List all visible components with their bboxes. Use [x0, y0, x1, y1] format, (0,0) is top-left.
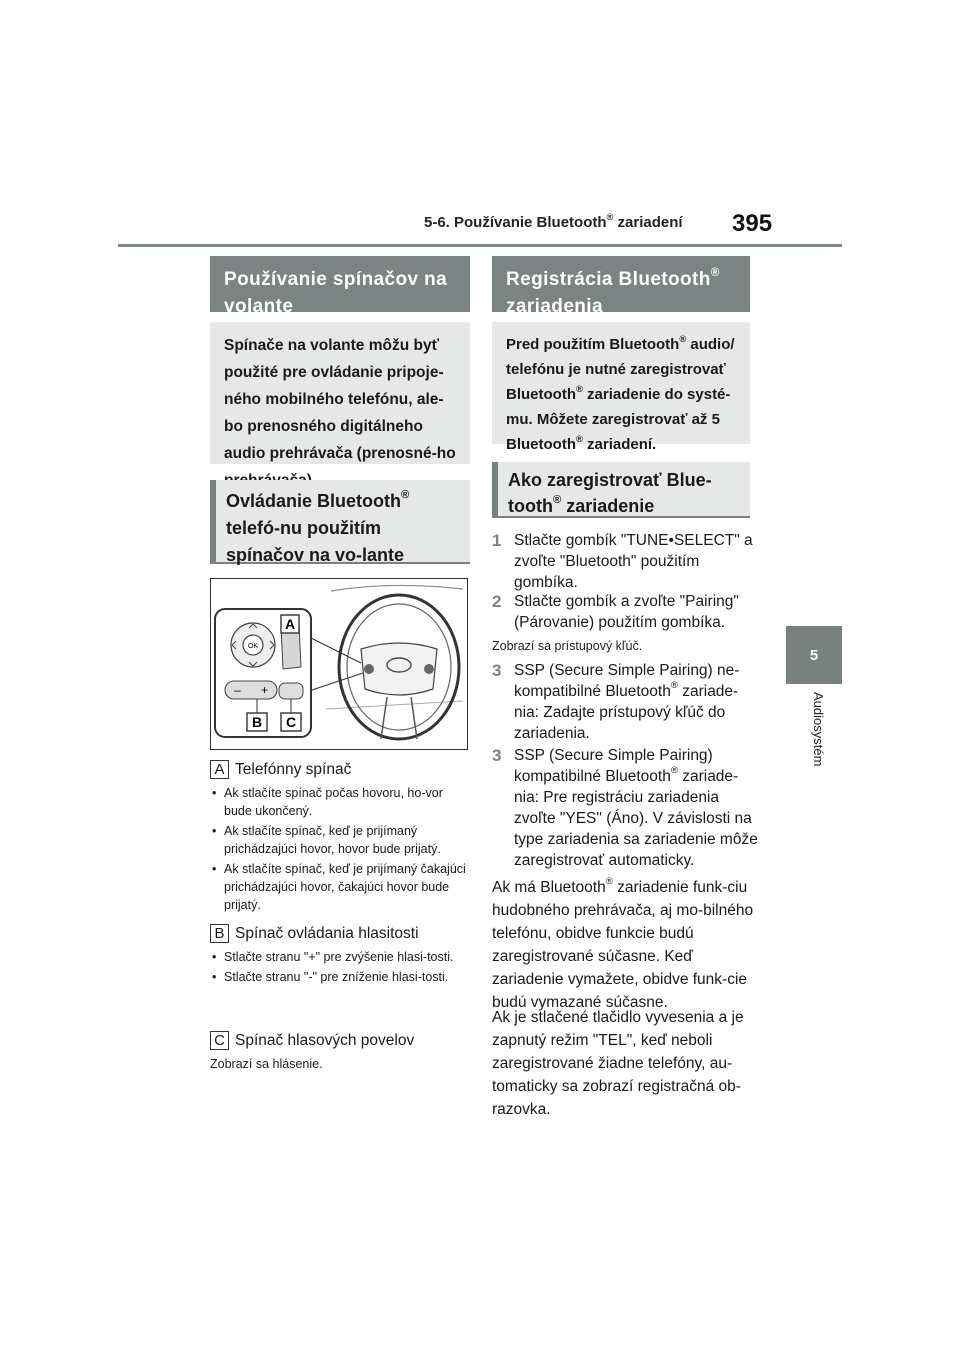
section-title	[424, 211, 683, 231]
registered-mark: ®	[401, 489, 410, 502]
info-paragraph-1	[492, 876, 754, 1014]
step-number: 2	[492, 592, 502, 611]
step-2	[492, 591, 758, 633]
header-divider	[118, 244, 842, 247]
item-c-heading	[210, 1031, 414, 1050]
paragraph-text: Ak má Bluetooth	[492, 879, 606, 896]
step-text-part: zariade-nia: Zadajte prístupový kľúč do zariadenia.	[514, 683, 739, 742]
list-item: • Stlačte stranu "-" pre zníženie hlasi-tosti.	[210, 968, 472, 986]
list-item: • Ak stlačíte spínač, keď je prijímaný čakajúci prichádzajúci hovor, čakajúci hovor bude prijatý.	[210, 860, 472, 914]
registered-mark: ®	[710, 265, 720, 279]
intro-text: Pred použitím Bluetooth	[506, 336, 680, 353]
step-text-part: zariade-nia: Pre registráciu zariadenia zvoľte "YES" (Áno). V závislosti na type zariadenia sa zariadenie môže zaregistrovať automaticky.	[514, 768, 758, 869]
intro-line	[506, 432, 736, 457]
intro-line	[506, 382, 736, 407]
registered-mark: ®	[670, 680, 678, 692]
step-text-part: SSP (Secure Simple Pairing) kompatibilné Bluetooth	[514, 747, 713, 785]
step-text: Stlačte gombík "TUNE•SELECT" a zvoľte "Bluetooth" použitím gombíka.	[514, 532, 753, 591]
step-3b	[492, 745, 758, 871]
right-intro-box	[492, 322, 750, 453]
chapter-tab: 5	[786, 626, 842, 684]
step-text	[514, 660, 758, 744]
registered-mark: ®	[552, 494, 562, 507]
paragraph-text: zariadenie funk-ciu hudobného prehrávača, aj mo-bilného telefónu, obidve funkcie budú zaregistrované súčasne. Keď zariadenie vymažete, obidve funk-cie budú vymazané súčasne.	[492, 879, 754, 1011]
left-subsection-title-suffix: telefó-nu použitím spínačov na vo-lante	[226, 518, 405, 565]
right-section-title-suffix: zariadenia	[506, 296, 603, 317]
figure-label-a: A	[284, 616, 296, 632]
intro-text: Bluetooth	[506, 386, 576, 403]
registered-mark: ®	[670, 765, 678, 777]
right-subsection-text: tooth	[508, 496, 553, 516]
page-number: 395	[732, 210, 773, 237]
intro-text: zariadenie do systé-	[582, 386, 731, 403]
step-2-note: Zobrazí sa prístupový kľúč.	[492, 639, 643, 653]
step-text	[514, 745, 758, 871]
svg-text:–: –	[234, 683, 241, 697]
registered-mark: ®	[575, 433, 583, 444]
svg-text:+: +	[261, 683, 269, 697]
right-subsection-text: zariadenie	[561, 496, 655, 516]
registered-mark: ®	[575, 383, 583, 394]
registered-mark: ®	[606, 211, 614, 222]
intro-text: Bluetooth	[506, 436, 576, 453]
step-3a	[492, 660, 758, 744]
item-a-heading	[210, 760, 351, 779]
registered-mark: ®	[605, 876, 613, 888]
right-subsection-line	[508, 496, 740, 516]
item-a-label: Telefónny spínač	[235, 760, 352, 778]
left-intro-box: Spínače na volante môžu byť použité pre ovládanie pripoje-ného mobilného telefónu, ale-bo prenosného digitálneho audio prehrávača (prenosné-ho	[210, 322, 470, 464]
list-item: • Ak stlačíte spínač počas hovoru, ho-vor bude ukončený.	[210, 784, 472, 820]
item-b-label: Spínač ovládania hlasitosti	[235, 924, 419, 942]
step-1	[492, 530, 758, 593]
figure-label-b: B	[251, 714, 263, 730]
registered-mark: ®	[679, 333, 687, 344]
item-c-letter: C	[210, 1031, 229, 1050]
intro-line: mu. Môžete zaregistrovať až 5	[506, 411, 720, 428]
left-subsection-title	[210, 480, 470, 564]
right-subsection-title	[492, 462, 750, 518]
list-item: • Ak stlačíte spínač, keď je prijímaný prichádzajúci hovor, hovor bude prijatý.	[210, 822, 472, 858]
figure-label-c: C	[285, 714, 297, 730]
item-b-bullets	[210, 948, 472, 988]
item-b-heading	[210, 924, 419, 943]
ok-button-label: OK	[247, 643, 259, 650]
intro-text: audio/	[686, 336, 735, 353]
info-paragraph-2: Ak je stlačené tlačidlo vyvesenia a je zapnutý režim "TEL", keď neboli zaregistrované žiadne telefóny, au-tomaticky sa zobrazí registračná ob-razovka.	[492, 1009, 744, 1118]
step-number: 3	[492, 661, 502, 680]
left-subsection-title-text: Ovládanie Bluetooth	[226, 491, 402, 511]
steering-wheel-figure	[210, 578, 468, 750]
intro-line	[506, 332, 736, 357]
intro-line: telefónu je nutné zaregistrovať	[506, 361, 726, 378]
step-number: 3	[492, 746, 502, 765]
steering-wheel-illustration	[211, 579, 466, 748]
item-a-bullets	[210, 784, 472, 916]
step-number: 1	[492, 531, 502, 550]
right-subsection-line: Ako zaregistrovať Blue-	[508, 470, 712, 490]
left-section-title: Používanie spínačov na volante	[210, 256, 470, 312]
step-text: Stlačte gombík a zvoľte "Pairing" (Párovanie) použitím gombíka.	[514, 593, 739, 631]
step-text-part: SSP (Secure Simple Pairing) ne-kompatibilné Bluetooth	[514, 662, 740, 700]
list-item: • Stlačte stranu "+" pre zvýšenie hlasi-tosti.	[210, 948, 472, 966]
chapter-name: Audiosystém	[811, 692, 826, 767]
section-title-suffix: zariadení	[613, 214, 683, 231]
item-a-letter: A	[210, 760, 229, 779]
intro-text: zariadení.	[582, 436, 657, 453]
item-c-note: Zobrazí sa hlásenie.	[210, 1057, 323, 1071]
section-title-text: 5-6. Používanie Bluetooth	[424, 214, 607, 231]
item-b-letter: B	[210, 924, 229, 943]
right-section-title	[492, 256, 750, 317]
item-c-label: Spínač hlasových povelov	[235, 1031, 415, 1049]
right-section-title-text: Registrácia Bluetooth	[506, 269, 711, 290]
